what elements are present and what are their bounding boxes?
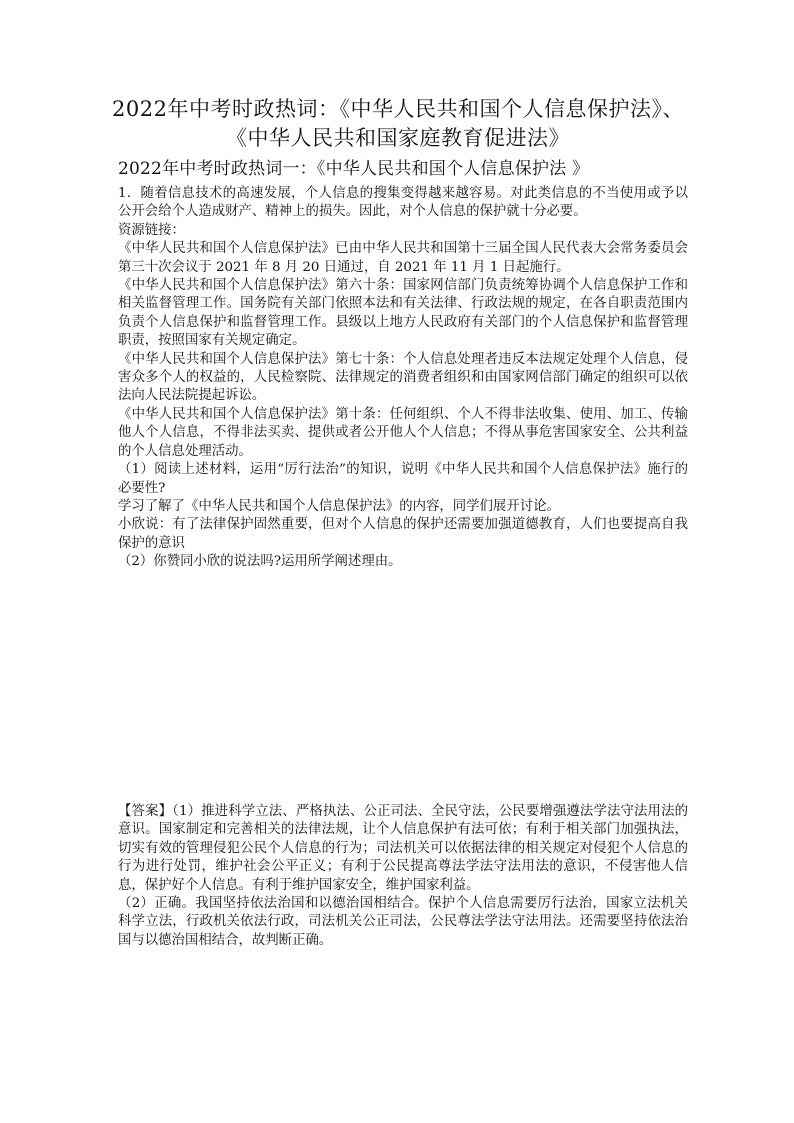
answer-part-2: （2）正确。我国坚持依法治国和以德治国相结合。保护个人信息需要厉行法治，国家立法机关科学立法，行政机关依法行政，司法机关公正司法，公民尊法学法守法用法。还需要坚持依法治国与以德治国相结合，故判断正确。 xyxy=(118,896,688,948)
resource-paragraph: 《中华人民共和国个人信息保护法》第六十条：国家网信部门负责统筹协调个人信息保护工作和相关监督管理工作。国务院有关部门依照本法和有关法律、行政法规的规定，在各自职责范围内负责个人信息保护和监督管理工作。县级以上地方人民政府有关部门的个人信息保护和监督管理职责，按照国家有关规定确定。 xyxy=(118,278,688,349)
sub-question-1: （1）阅读上述材料，运用“厉行法治”的知识，说明《中华人民共和国个人信息保护法》施行的必要性? xyxy=(118,462,688,496)
answer-block xyxy=(118,803,688,950)
resource-paragraph: 《中华人民共和国个人信息保护法》第十条：任何组织、个人不得非法收集、使用、加工、传输他人个人信息，不得非法买卖、提供或者公开他人个人信息；不得从事危害国家安全、公共利益的个人信息处理活动。 xyxy=(118,406,688,459)
sub-question-2: （2）你赞同小欣的说法吗?运用所学阐述理由。 xyxy=(118,554,402,570)
resource-paragraph: 《中华人民共和国个人信息保护法》第七十条：个人信息处理者违反本法规定处理个人信息，侵害众多个人的权益的，人民检察院、法律规定的消费者组织和由国家网信部门确定的组织可以依法向人民法院提起诉讼。 xyxy=(118,351,688,404)
question-block xyxy=(118,185,688,572)
resource-paragraph: 《中华人民共和国个人信息保护法》已由中华人民共和国第十三届全国人民代表大会常务委员会第三十次会议于 2021 年 8 月 20 日通过，自 2021 年 11 月 1 日起施行。 xyxy=(118,241,688,275)
answer-label: 【答案】 xyxy=(118,804,173,819)
xiaoxin-statement: 小欣说：有了法律保护固然重要，但对个人信息的保护还需要加强道德教育，人们也要提高自我保护的意识 xyxy=(118,517,688,551)
document-title: 2022年中考时政热词：《中华人民共和国个人信息保护法》、《中华人民共和国家庭教育促进法》 xyxy=(112,97,684,150)
discussion-text: 学习了解了《中华人民共和国个人信息保护法》的内容，同学们展开讨论。 xyxy=(118,498,560,514)
answer-text-1: （1）推进科学立法、严格执法、公正司法、全民守法，公民要增强遵法学法守法用法的意识。国家制定和完善相关的法律法规，让个人信息保护有法可依；有利于相关部门加强执法，切实有效的管理侵犯公民个人信息的行为；司法机关可以依据法律的相关规定对侵犯个人信息的行为进行处罚，维护社会公平正义；有利于公民提高尊法学法守法用法的意识，不侵害他人信息，保护好个人信息。有利于维护国家安全，维护国家利益。 xyxy=(118,804,689,893)
question-intro: 1．随着信息技术的高速发展，个人信息的搜集变得越来越容易。对此类信息的不当使用或予以公开会给个人造成财产、精神上的损失。因此，对个人信息的保护就十分必要。 xyxy=(118,186,688,220)
document-subtitle: 2022年中考时政热词一：《中华人民共和国个人信息保护法 》 xyxy=(118,159,590,179)
answer-part-1 xyxy=(118,803,688,895)
resource-label: 资源链接： xyxy=(118,222,185,238)
